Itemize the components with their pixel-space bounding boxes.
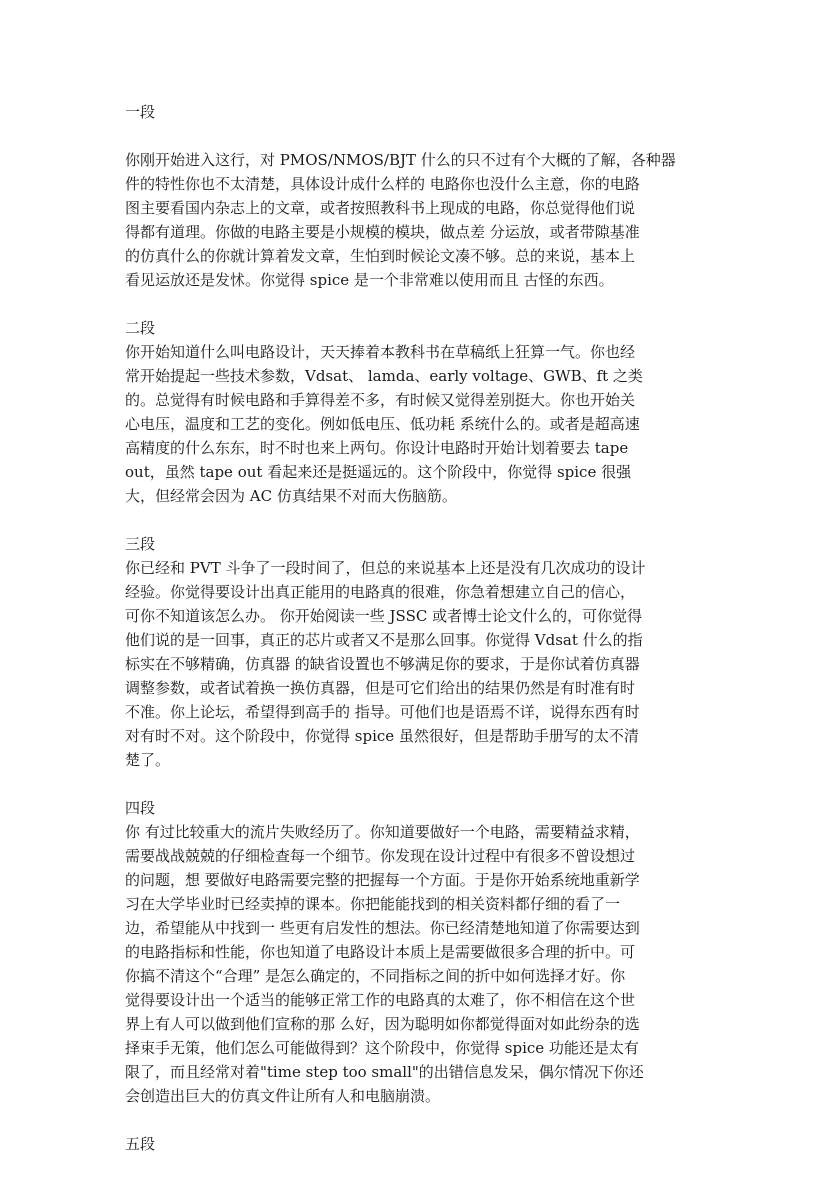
text-line: 你已经和 PVT 斗争了一段时间了，但总的来说基本上还是没有几次成功的设计 [125,559,646,577]
text-line: 的问题，想 要做好电路需要完整的把握每一个方面。于是你开始系统地重新学 [125,871,640,889]
text-line: 楚了。 [125,751,171,769]
text-line: 可你不知道该怎么办。 你开始阅读一些 JSSC 或者博士论文什么的，可你觉得 [125,607,643,625]
text-line: 边，希望能从中找到一 些更有启发性的想法。你已经清楚地知道了你需要达到 [125,919,640,937]
text-line: 大，但经常会因为 AC 仿真结果不对而大伤脑筋。 [125,487,457,505]
text-line: 觉得要设计出一个适当的能够正常工作的电路真的太难了，你不相信在这个世 [125,991,636,1009]
text-line: 的仿真什么的你就计算着发文章，生怕到时候论文凑不够。总的来说，基本上 [125,247,636,265]
text-line: 你搞不清这个“合理” 是怎么确定的，不同指标之间的折中如何选择才好。你 [125,967,626,985]
text-line: 常开始提起一些技术参数，Vdsat、 lamda、early voltage、GWB、ft 之类 [125,367,643,385]
text-line: 择束手无策，他们怎么可能做得到？这个阶段中，你觉得 spice 功能还是太有 [125,1039,639,1057]
section-heading: 一段 [125,103,156,121]
text-line: 经验。你觉得要设计出真正能用的电路真的很难，你急着想建立自己的信心， [125,583,636,601]
text-line: 你刚开始进入这行，对 PMOS/NMOS/BJT 什么的只不过有个大概的了解，各种器 [125,151,676,169]
text-line: 高精度的什么东东，时不时也来上两句。你设计电路时开始计划着要去 tape [125,439,629,457]
text-line: 他们说的是一回事，真正的芯片或者又不是那么回事。你觉得 Vdsat 什么的指 [125,631,643,649]
text-line: 习在大学毕业时已经卖掉的课本。你把能能找到的相关资料都仔细的看了一 [125,895,621,913]
text-line: 得都有道理。你做的电路主要是小规模的模块，做点差 分运放，或者带隙基准 [125,223,640,241]
text-line: 你开始知道什么叫电路设计，天天捧着本教科书在草稿纸上狂算一气。你也经 [125,343,636,361]
text-line: 件的特性你也不太清楚，具体设计成什么样的 电路你也没什么主意，你的电路 [125,175,640,193]
section-heading: 三段 [125,535,156,553]
text-line: 限了，而且经常对着"time step too small"的出错信息发呆，偶尔情况下你还 [125,1063,644,1081]
text-line: 你 有过比较重大的流片失败经历了。你知道要做好一个电路，需要精益求精， [125,823,640,841]
section [125,100,705,292]
text-line: 需要战战兢兢的仔细检查每一个细节。你发现在设计过程中有很多不曾设想过 [125,847,636,865]
text-line: 标实在不够精确，仿真器 的缺省设置也不够满足你的要求，于是你试着仿真器 [125,655,640,673]
section-heading: 五段 [125,1135,156,1153]
text-line: out，虽然 tape out 看起来还是挺遥远的。这个阶段中，你觉得 spice 很强 [125,463,632,481]
text-line: 调整参数，或者试着换一换仿真器，但是可它们给出的结果仍然是有时准有时 [125,679,636,697]
text-line: 对有时不对。这个阶段中，你觉得 spice 虽然很好，但是帮助手册写的太不清 [125,727,639,745]
text-line: 的电路指标和性能，你也知道了电路设计本质上是需要做很多合理的折中。可 [125,943,636,961]
text-line: 心电压，温度和工艺的变化。例如低电压、低功耗 系统什么的。或者是超高速 [125,415,640,433]
section-heading: 四段 [125,799,156,817]
section [125,532,705,772]
section-heading: 二段 [125,319,156,337]
text-line: 的。总觉得有时候电路和手算得差不多，有时候又觉得差别挺大。你也开始关 [125,391,636,409]
text-line: 不准。你上论坛，希望得到高手的 指导。可他们也是语焉不详，说得东西有时 [125,703,640,721]
section [125,1132,705,1156]
text-line: 会创造出巨大的仿真文件让所有人和电脑崩溃。 [125,1087,441,1105]
section-paragraph [125,820,705,1108]
text-line: 看见运放还是发怵。你觉得 spice 是一个非常难以使用而且 古怪的东西。 [125,271,614,289]
section-paragraph [125,556,705,772]
section-paragraph [125,148,705,292]
document-body [125,100,705,1180]
section [125,796,705,1108]
section-paragraph [125,340,705,508]
text-line: 界上有人可以做到他们宣称的那 么好，因为聪明如你都觉得面对如此纷杂的选 [125,1015,640,1033]
text-line: 图主要看国内杂志上的文章，或者按照教科书上现成的电路，你总觉得他们说 [125,199,636,217]
section [125,316,705,508]
